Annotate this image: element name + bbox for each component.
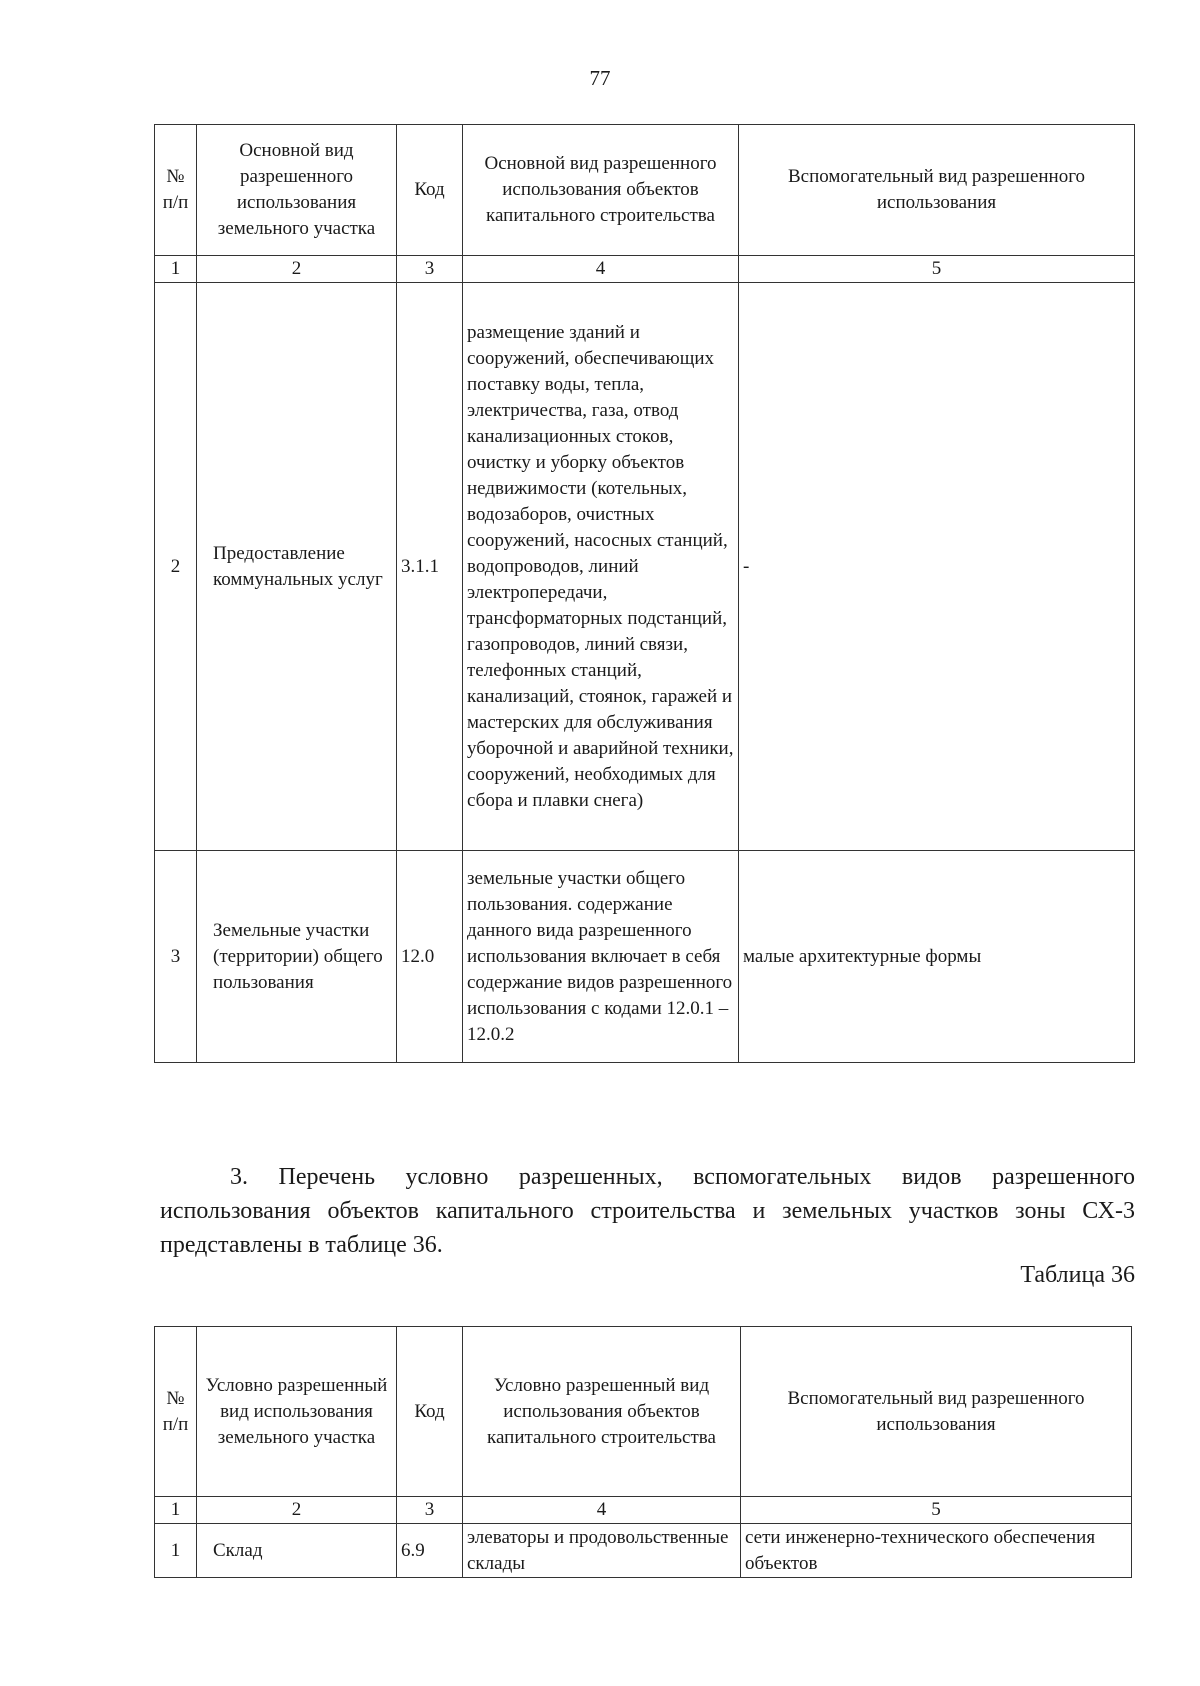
use-code: 12.0 (397, 851, 463, 1063)
use-code: 3.1.1 (397, 283, 463, 851)
row-number: 2 (155, 283, 197, 851)
column-number: 4 (463, 1497, 741, 1524)
land-use-type: Склад (197, 1524, 397, 1578)
row-number: 3 (155, 851, 197, 1063)
table-caption: Таблица 36 (1020, 1262, 1135, 1288)
page-number: 77 (589, 66, 611, 90)
body-paragraph: 3. Перечень условно разрешенных, вспомогательных видов разрешенного использования объектов капитального строительства и земельных участков зоны СХ-3 представлены в таблице 36. (160, 1164, 1135, 1258)
column-number: 4 (463, 256, 739, 283)
conditional-use-table (154, 1326, 1132, 1578)
column-number-row (155, 256, 1135, 283)
column-number: 5 (739, 256, 1135, 283)
auxiliary-use: сети инженерно-технического обеспечения объектов (741, 1524, 1132, 1578)
column-number: 1 (155, 1497, 197, 1524)
header-cell: Основной вид разрешенного использования земельного участка (197, 125, 397, 256)
table-row (155, 283, 1135, 851)
column-number: 3 (397, 1497, 463, 1524)
permitted-use-table (154, 124, 1135, 1063)
column-number: 3 (397, 256, 463, 283)
land-use-type: Предоставление коммунальных услуг (197, 283, 397, 851)
header-cell: Условно разрешенный вид использования земельного участка (197, 1327, 397, 1497)
column-number-row (155, 1497, 1132, 1524)
use-code: 6.9 (397, 1524, 463, 1578)
header-cell: Код (397, 125, 463, 256)
table-header-row (155, 1327, 1132, 1497)
auxiliary-use: - (739, 283, 1135, 851)
header-cell: Условно разрешенный вид использования объектов капитального строительства (463, 1327, 741, 1497)
header-cell: № п/п (155, 1327, 197, 1497)
header-cell: Вспомогательный вид разрешенного использования (739, 125, 1135, 256)
header-cell: № п/п (155, 125, 197, 256)
header-cell: Основной вид разрешенного использования объектов капитального строительства (463, 125, 739, 256)
column-number: 2 (197, 256, 397, 283)
row-number: 1 (155, 1524, 197, 1578)
column-number: 1 (155, 256, 197, 283)
construction-use-description: элеваторы и продовольственные склады (463, 1524, 741, 1578)
table-row (155, 851, 1135, 1063)
header-cell: Код (397, 1327, 463, 1497)
land-use-type: Земельные участки (территории) общего пользования (197, 851, 397, 1063)
construction-use-description: размещение зданий и сооружений, обеспечивающих поставку воды, тепла, электричества, газа, отвод канализационных стоков, очистку и уборку объектов недвижимости (котельных, водозаборов, очистных сооружений, насосных станций, водопроводов, линий электропередачи, трансформаторных подстанций, газопроводов, линий связи, телефонных станций, канализаций, стоянок, гаражей и мастерских для обслуживания уборочной и аварийной техники, сооружений, необходимых для сбора и плавки снега) (463, 283, 739, 851)
table-row (155, 1524, 1132, 1578)
header-cell: Вспомогательный вид разрешенного использования (741, 1327, 1132, 1497)
table-header-row (155, 125, 1135, 256)
column-number: 5 (741, 1497, 1132, 1524)
auxiliary-use: малые архитектурные формы (739, 851, 1135, 1063)
column-number: 2 (197, 1497, 397, 1524)
construction-use-description: земельные участки общего пользования. содержание данного вида разрешенного использования включает в себя содержание видов разрешенного использования с кодами 12.0.1 – 12.0.2 (463, 851, 739, 1063)
